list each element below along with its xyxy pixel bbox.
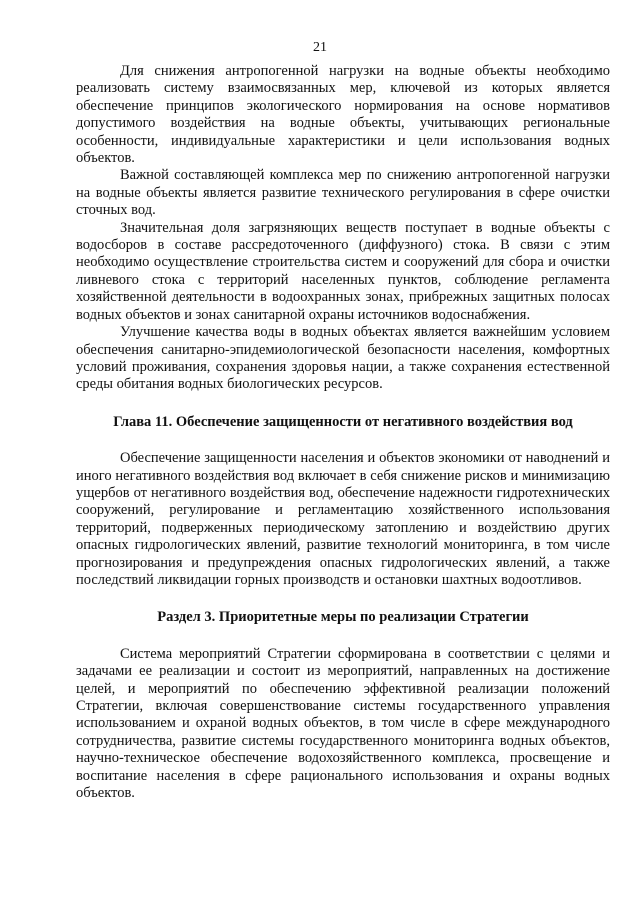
section-heading: Раздел 3. Приоритетные меры по реализации Стратегии xyxy=(157,609,529,626)
paragraph-diffuse-runoff: Значительная доля загрязняющих веществ поступает в водные объекты с водосборов в составе рассредоточенного (диффузного) стока. В связи с этим необходимо осуществление строительства систем и сооружений для сбора и очистки ливневого стока с территорий населенных пунктов, соблюдение регламента хозяйственной деятельности в водоохранных зонах, прибрежных защитных полосах водных объектов и зонах санитарной охраны источников водоснабжения. xyxy=(76,219,610,323)
document-body xyxy=(76,63,610,802)
paragraph-flood-protection: Обеспечение защищенности населения и объектов экономики от наводнений и иного негативного воздействия вод включает в себя снижение рисков и минимизацию ущербов от негативного воздействия вод, обеспечение надежности гидротехнических сооружений, регулирование и регламентацию хозяйственного использования территорий, подверженных периодическому затоплению и воздействию других опасных гидрологических явлений, развитие технологий мониторинга, в том числе прогнозирования и предупреждения опасных гидрологических явлений, а также последствий ликвидации горных производств и остановки шахтных водоотливов. xyxy=(76,450,610,588)
chapter-heading: Глава 11. Обеспечение защищенности от негативного воздействия вод xyxy=(113,413,573,430)
page-number: 21 xyxy=(313,40,327,55)
paragraph-strategy-measures: Система мероприятий Стратегии сформирована в соответствии с целями и задачами ее реализации и состоит из мероприятий, направленных на достижение целей, и мероприятий по обеспечению эффективной реализации положений Стратегии, включая совершенствование системы государственного управления использованием и охраной водных объектов, в том числе в сфере международного сотрудничества, развитие системы государственного мониторинга водных объектов, научно-техническое обеспечение водохозяйственного комплекса, просвещение и воспитание населения в сфере рационального использования и охраны водных объектов. xyxy=(76,645,610,802)
paragraph-technical-regulation: Важной составляющей комплекса мер по снижению антропогенной нагрузки на водные объекты является развитие технического регулирования в сфере очистки сточных вод. xyxy=(76,167,610,219)
paragraph-water-quality: Улучшение качества воды в водных объектах является важнейшим условием обеспечения санитарно-эпидемиологической безопасности населения, комфортных условий проживания, сохранения здоровья нации, а также сохранения естественной среды обитания водных биологических ресурсов. xyxy=(76,324,610,393)
paragraph-antropogenic-load: Для снижения антропогенной нагрузки на водные объекты необходимо реализовать систему взаимосвязанных мер, ключевой из которых является обеспечение принципов экологического нормирования на основе нормативов допустимого воздействия на водные объекты, учитывающих региональные особенности, индивидуальные характеристики и цели использования водных объектов. xyxy=(76,63,610,167)
